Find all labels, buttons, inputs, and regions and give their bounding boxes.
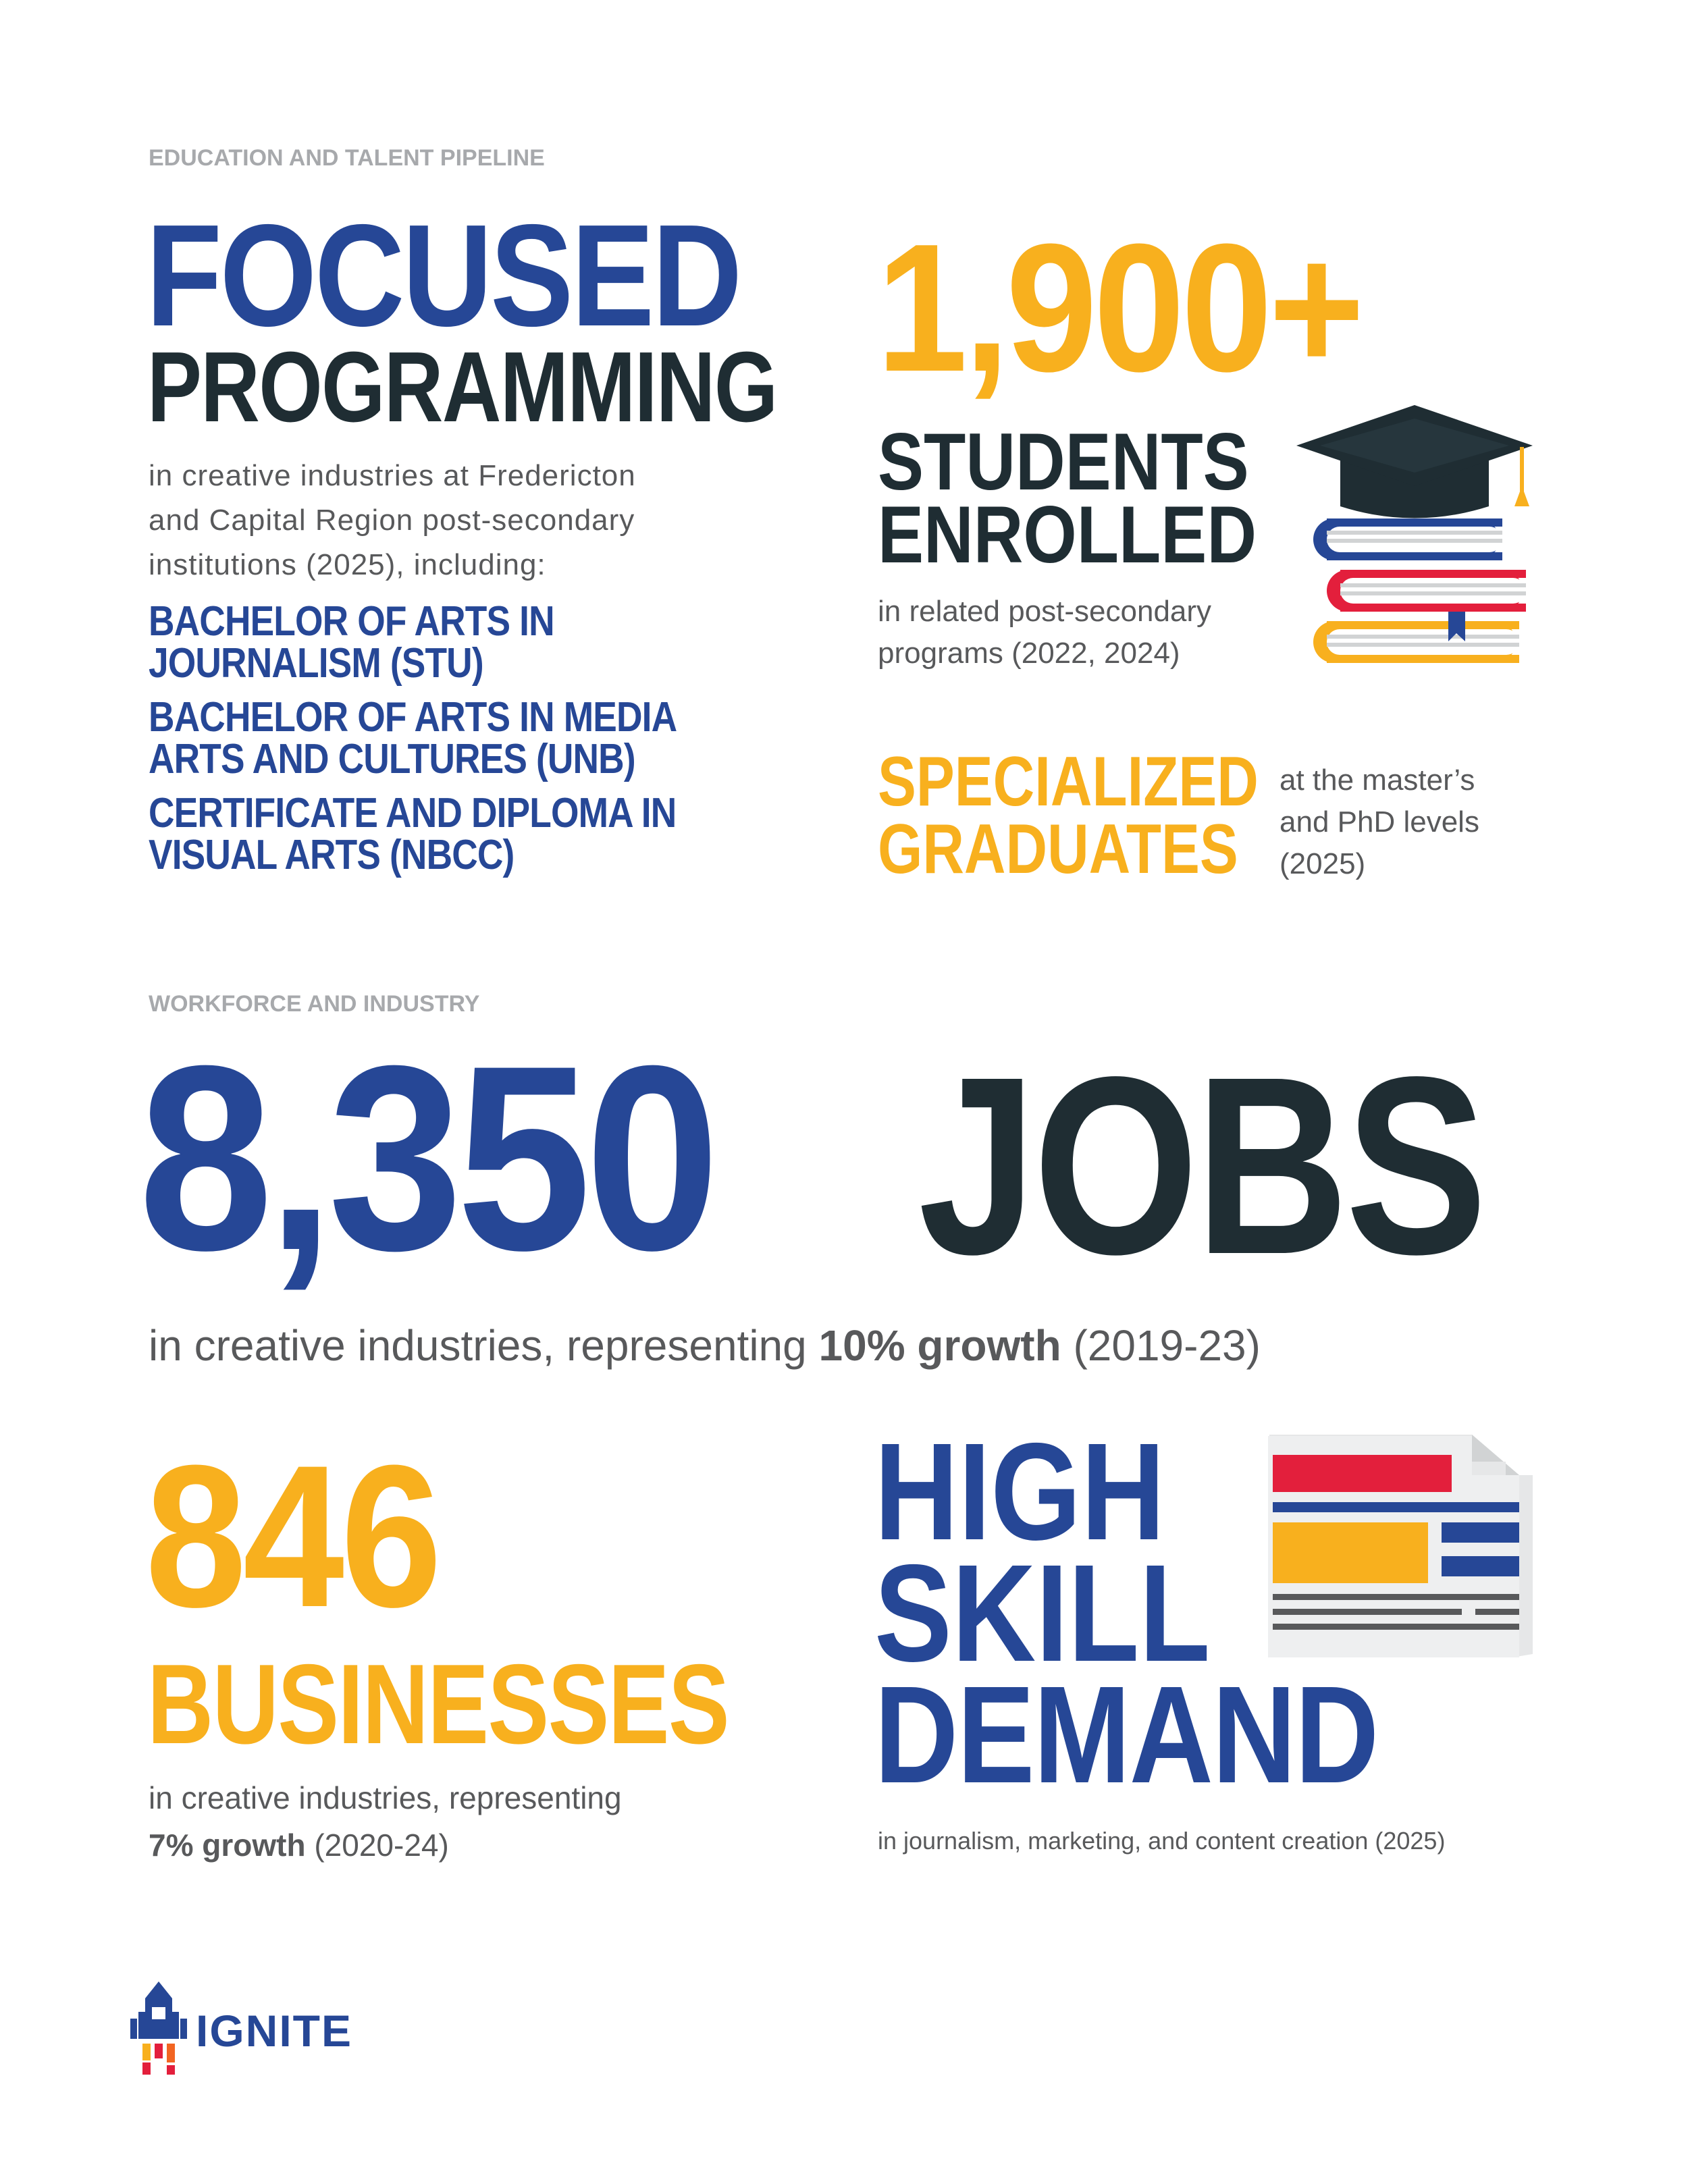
biz-word-text: BUSINESSES [147,1641,729,1767]
demand-description: in journalism, marketing, and content creation (2025) [878,1827,1446,1855]
jobs-desc-text: in creative industries, representing [149,1321,807,1370]
students-number [876,207,1415,410]
skill-text: SKILL [874,1536,1211,1690]
desc-line: in creative industries, representing [149,1780,622,1815]
jobs-word [918,1025,1591,1307]
programming-text: PROGRAMMING [147,331,777,443]
graduates-description [1280,760,1479,885]
program-line: BACHELOR OF ARTS IN [149,598,554,645]
programming-heading [147,331,915,443]
jobs-description [149,1321,1261,1370]
focused-text: FOCUSED [146,194,740,356]
program-line: VISUAL ARTS (NBCC) [149,832,515,878]
program-item [149,694,797,782]
specialized-text: SPECIALIZED [878,743,1259,821]
high-text: HIGH [874,1414,1165,1569]
program-line: BACHELOR OF ARTS IN MEDIA [149,694,677,741]
ignite-logo [125,1981,395,2076]
desc-line: and PhD levels [1280,805,1479,838]
biz-number-text: 846 [145,1422,439,1649]
students-number-text: 1,900+ [876,207,1361,410]
graduation-cap-icon [1293,405,1536,540]
jobs-number-text: 8,350 [138,1011,714,1305]
graduates-text: GRADUATES [878,810,1238,888]
desc-line: in related post-secondary [878,595,1212,628]
newspaper-icon [1242,1435,1539,1664]
desc-line: at the master’s [1280,764,1475,797]
desc-line: and Capital Region post-secondary [149,504,635,537]
program-line: CERTIFICATE AND DIPLOMA IN [149,790,677,836]
desc-line [149,1821,622,1869]
program-line: JOURNALISM (STU) [149,640,483,687]
biz-description [149,1774,622,1869]
jobs-desc-period: (2019-23) [1073,1321,1261,1370]
biz-growth-value: 7% growth [149,1828,306,1863]
students-text: STUDENTS [878,417,1249,507]
desc-line: (2025) [1280,847,1366,880]
program-item [149,790,797,878]
rocket-icon [125,1981,192,2076]
desc-line: programs (2022, 2024) [878,637,1180,670]
jobs-word-text: JOBS [918,1025,1484,1307]
specialized-graduates-heading [878,743,1342,888]
biz-desc-period: (2020-24) [314,1828,449,1863]
ignite-wordmark: IGNITE [196,2006,353,2056]
enrolled-text: ENROLLED [878,489,1257,580]
section-label-workforce: WORKFORCE AND INDUSTRY [149,991,480,1017]
desc-line: in creative industries at Fredericton [149,459,636,492]
jobs-number [138,1011,764,1305]
biz-number [145,1422,471,1649]
program-line: ARTS AND CULTURES (UNB) [149,736,635,782]
section-label-education: EDUCATION AND TALENT PIPELINE [149,145,545,171]
demand-text: DEMAND [874,1657,1378,1812]
programming-description [149,454,636,587]
students-enrolled-heading [878,417,1323,580]
biz-word [147,1641,865,1767]
desc-line: institutions (2025), including: [149,548,546,581]
program-list [149,598,797,878]
program-item [149,598,797,687]
focused-heading [146,194,837,356]
jobs-growth-value: 10% growth [818,1321,1061,1370]
students-description [878,591,1211,674]
